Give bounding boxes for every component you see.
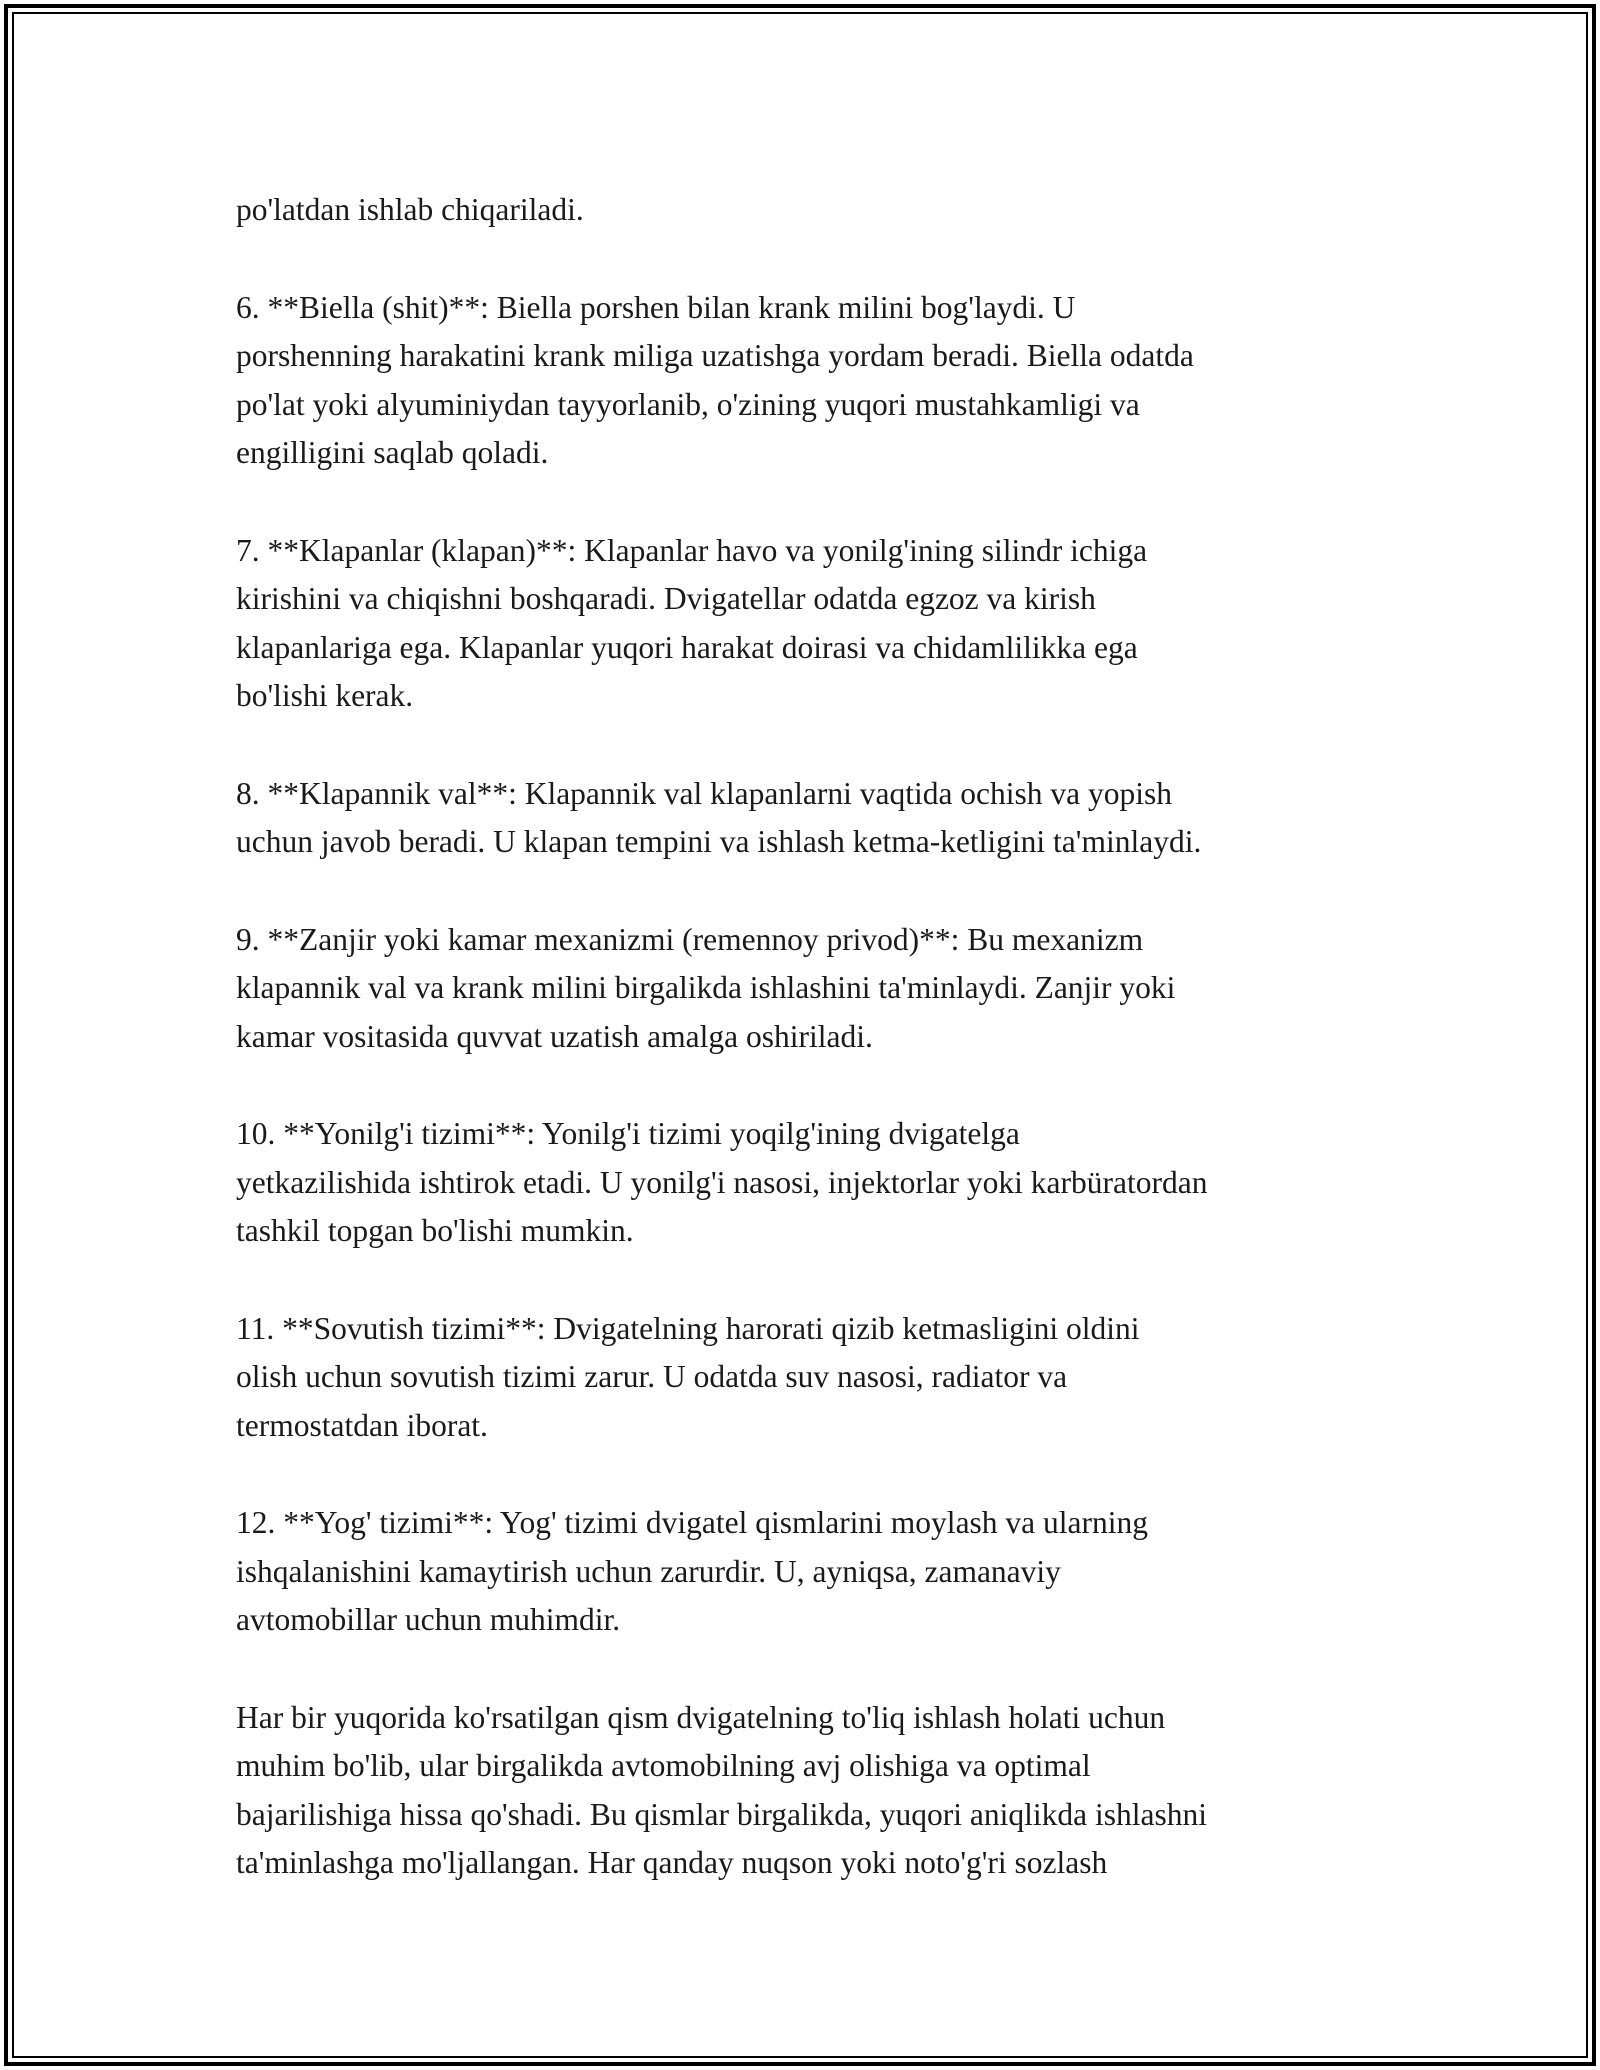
paragraph-summary: Har bir yuqorida ko'rsatilgan qism dvigatelning to'liq ishlash holati uchun muhim bo'lib, ular birgalikda avtomobilning avj olishiga va optimal bajarilishiga hissa qo'shadi. Bu qismlar birgalikda, yuqori aniqlikda ishlashni ta'minlashga mo'ljallangan. Har qanday nuqson yoki noto'g'ri sozlash bbox=[236, 1699, 1207, 1880]
paragraph-item-6-biella: 6. **Biella (shit)**: Biella porshen bilan krank milini bog'laydi. U porshenning harakatini krank miliga uzatishga yordam beradi. Biella odatda po'lat yoki alyuminiydan tayyorlanib, o'zining yuqori mustahkamligi va engilligini saqlab qoladi. bbox=[236, 289, 1194, 470]
document-body bbox=[236, 186, 1396, 1888]
paragraph-item-7-klapanlar: 7. **Klapanlar (klapan)**: Klapanlar havo va yonilg'ining silindr ichiga kirishini va chiqishni boshqaradi. Dvigatellar odatda egzoz va kirish klapanlariga ega. Klapanlar yuqori harakat doirasi va chidamlilikka ega bo'lishi kerak. bbox=[236, 532, 1148, 713]
paragraph-item-10-yonilgi: 10. **Yonilg'i tizimi**: Yonilg'i tizimi yoqilg'ining dvigatelga yetkazilishida ishtirok etadi. U yonilg'i nasosi, injektorlar yoki karbüratordan tashkil topgan bo'lishi mumkin. bbox=[236, 1116, 1208, 1248]
paragraph-item-8-klapannik-val: 8. **Klapannik val**: Klapannik val klapanlarni vaqtida ochish va yopish uchun javob beradi. U klapan tempini va ishlash ketma-ketligini ta'minlaydi. bbox=[236, 775, 1202, 859]
paragraph-item-11-sovutish: 11. **Sovutish tizimi**: Dvigatelning harorati qizib ketmasligini oldini olish uchun sovutish tizimi zarur. U odatda suv nasosi, radiator va termostatdan iborat. bbox=[236, 1310, 1140, 1443]
paragraph-continuation: po'latdan ishlab chiqariladi. bbox=[236, 192, 584, 227]
paragraph-item-12-yog: 12. **Yog' tizimi**: Yog' tizimi dvigatel qismlarini moylash va ularning ishqalanishini kamaytirish uchun zarurdir. U, ayniqsa, zamanaviy avtomobillar uchun muhimdir. bbox=[236, 1505, 1149, 1637]
paragraph-item-9-zanjir: 9. **Zanjir yoki kamar mexanizmi (remennoy privod)**: Bu mexanizm klapannik val va krank milini birgalikda ishlashini ta'minlaydi. Zanjir yoki kamar vositasida quvvat uzatish amalga oshiriladi. bbox=[236, 921, 1176, 1054]
